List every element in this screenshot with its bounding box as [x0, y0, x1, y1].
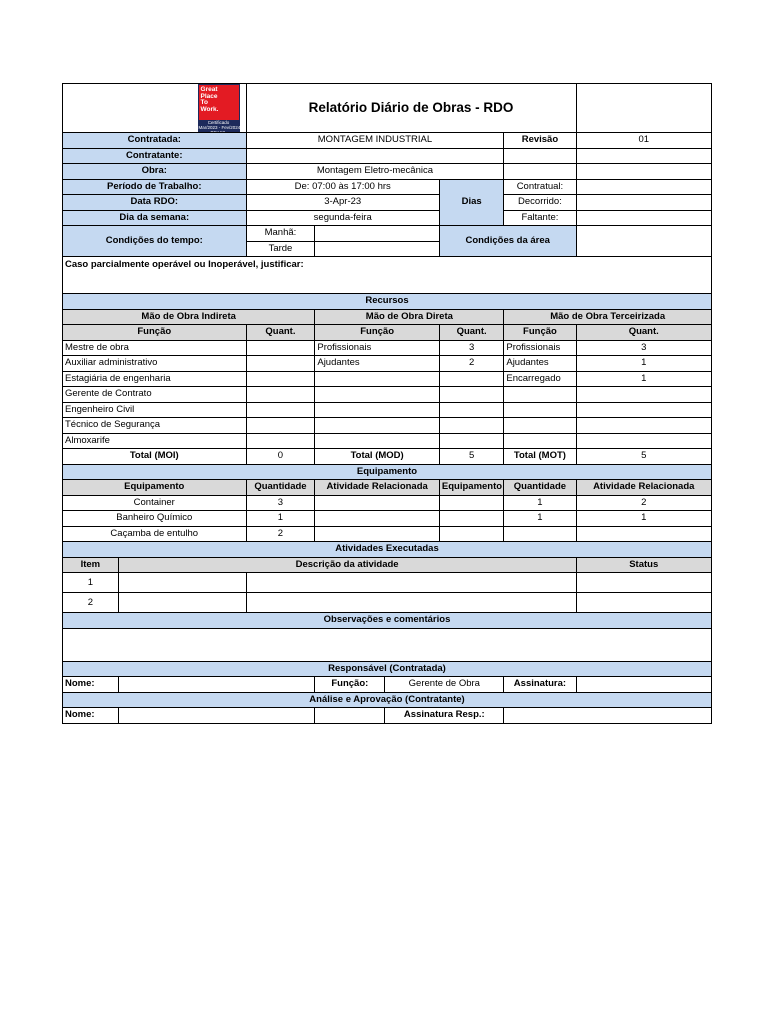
moi-quant-cell[interactable] — [246, 371, 315, 387]
empty-cell — [576, 148, 712, 164]
atividade-item-cell: 1 — [63, 573, 119, 593]
moi-funcao-cell[interactable]: Técnico de Segurança — [63, 418, 247, 434]
moi-quant-cell[interactable] — [246, 387, 315, 403]
recursos-row — [63, 418, 712, 434]
mot-quant-cell[interactable]: 1 — [576, 371, 712, 387]
equip-qty-header: Quantidade — [246, 480, 315, 496]
contratada-label: Contratada: — [63, 133, 247, 149]
mot-quant-cell[interactable] — [576, 433, 712, 449]
mot-quant-header: Quant. — [576, 325, 712, 341]
total-mot-value: 5 — [576, 449, 712, 465]
atividade-row — [63, 573, 712, 593]
revisao-value[interactable]: 01 — [576, 133, 712, 149]
justificar-label: Caso parcialmente operável ou Inoperável, justificar: — [65, 259, 304, 270]
mod-funcao-header: Função — [315, 325, 440, 341]
logo-cell — [63, 84, 247, 133]
equip-name-cell[interactable]: Banheiro Químico — [63, 511, 247, 527]
condicoes-area-label: Condições da área — [439, 226, 576, 257]
equip-name-cell-2[interactable] — [439, 495, 503, 511]
atividade-status-cell[interactable] — [576, 573, 712, 593]
contratante-label: Contratante: — [63, 148, 247, 164]
mod-quant-cell[interactable]: 3 — [439, 340, 503, 356]
equip-qty-cell[interactable]: 2 — [246, 526, 315, 542]
mod-title: Mão de Obra Direta — [315, 309, 504, 325]
equip-qty-cell[interactable]: 3 — [246, 495, 315, 511]
decorrido-label: Decorrido: — [504, 195, 576, 211]
moi-funcao-cell[interactable]: Almoxarife — [63, 433, 247, 449]
header-empty-cell — [576, 84, 712, 133]
obra-label: Obra: — [63, 164, 247, 180]
equip-activity-cell-2[interactable]: 1 — [576, 511, 712, 527]
moi-funcao-cell[interactable]: Auxiliar administrativo — [63, 356, 247, 372]
equip-activity-cell-2[interactable] — [576, 526, 712, 542]
moi-quant-cell[interactable] — [246, 340, 315, 356]
mod-funcao-cell[interactable] — [315, 418, 440, 434]
equipamento-title: Equipamento — [63, 464, 712, 480]
contratada-value[interactable]: MONTAGEM INDUSTRIAL — [246, 133, 504, 149]
equip-activity-cell[interactable] — [315, 495, 440, 511]
dias-label: Dias — [439, 179, 503, 226]
mot-funcao-cell[interactable]: Ajudantes — [504, 356, 576, 372]
mod-funcao-cell[interactable] — [315, 387, 440, 403]
dia-semana-label: Dia da semana: — [63, 210, 247, 226]
page-title: Relatório Diário de Obras - RDO — [246, 84, 576, 133]
moi-funcao-header: Função — [63, 325, 247, 341]
equip-activity-cell[interactable] — [315, 526, 440, 542]
mot-quant-cell[interactable] — [576, 418, 712, 434]
total-moi-value: 0 — [246, 449, 315, 465]
mot-quant-cell[interactable]: 3 — [576, 340, 712, 356]
equip-qty-cell-2[interactable] — [504, 526, 576, 542]
equip-name-cell-2[interactable] — [439, 526, 503, 542]
mod-funcao-cell[interactable] — [315, 433, 440, 449]
equipamento-row — [63, 511, 712, 527]
atividade-empty-cell — [118, 573, 246, 593]
equipamento-row — [63, 495, 712, 511]
moi-funcao-cell[interactable]: Engenheiro Civil — [63, 402, 247, 418]
aprov-assinatura-label: Assinatura Resp.: — [385, 708, 504, 724]
aprov-assinatura-field[interactable] — [504, 708, 712, 724]
atividade-status-cell[interactable] — [576, 593, 712, 613]
moi-funcao-cell[interactable]: Gerente de Contrato — [63, 387, 247, 403]
decorrido-value[interactable] — [576, 195, 712, 211]
resp-funcao-label: Função: — [315, 677, 385, 693]
responsavel-title: Responsável (Contratada) — [63, 661, 712, 677]
resp-nome-field[interactable] — [118, 677, 315, 693]
mod-quant-cell[interactable] — [439, 418, 503, 434]
moi-funcao-cell[interactable]: Estagiária de engenharia — [63, 371, 247, 387]
equip-header: Equipamento — [63, 480, 247, 496]
total-mot-label: Total (MOT) — [504, 449, 576, 465]
recursos-row — [63, 356, 712, 372]
moi-funcao-cell[interactable]: Mestre de obra — [63, 340, 247, 356]
mot-quant-cell[interactable]: 1 — [576, 356, 712, 372]
equip-qty-cell[interactable]: 1 — [246, 511, 315, 527]
empty-cell — [315, 708, 385, 724]
dia-semana-value[interactable]: segunda-feira — [246, 210, 439, 226]
moi-quant-cell[interactable] — [246, 402, 315, 418]
moi-title: Mão de Obra Indireta — [63, 309, 315, 325]
periodo-value[interactable]: De: 07:00 às 17:00 hrs — [246, 179, 439, 195]
mod-quant-cell[interactable]: 2 — [439, 356, 503, 372]
equipamento-row — [63, 526, 712, 542]
condicoes-area-value[interactable] — [576, 226, 712, 257]
tarde-value[interactable] — [315, 241, 440, 257]
aprov-nome-label: Nome: — [63, 708, 119, 724]
mot-funcao-cell[interactable] — [504, 402, 576, 418]
atividades-title: Atividades Executadas — [63, 542, 712, 558]
mod-quant-cell[interactable] — [439, 371, 503, 387]
manha-value[interactable] — [315, 226, 440, 242]
mod-quant-cell[interactable] — [439, 433, 503, 449]
aprovacao-title: Análise e Aprovação (Contratante) — [63, 692, 712, 708]
mot-funcao-cell[interactable]: Encarregado — [504, 371, 576, 387]
observacoes-title: Observações e comentários — [63, 613, 712, 629]
rdo-form — [62, 83, 712, 724]
descricao-header: Descrição da atividade — [118, 557, 576, 573]
atividade-empty-cell — [118, 593, 246, 613]
mot-funcao-cell[interactable] — [504, 433, 576, 449]
mot-quant-cell[interactable] — [576, 387, 712, 403]
contratual-value[interactable] — [576, 179, 712, 195]
mot-funcao-cell[interactable]: Profissionais — [504, 340, 576, 356]
equip-qty-header-2: Quantidade — [504, 480, 576, 496]
equip-activity-cell[interactable] — [315, 511, 440, 527]
mot-funcao-header: Função — [504, 325, 576, 341]
recursos-row — [63, 371, 712, 387]
total-mod-value: 5 — [439, 449, 503, 465]
recursos-row — [63, 433, 712, 449]
data-rdo-value[interactable]: 3-Apr-23 — [246, 195, 439, 211]
equip-activity-header: Atividade Relacionada — [315, 480, 440, 496]
mod-quant-cell[interactable] — [439, 402, 503, 418]
equip-activity-cell-2[interactable]: 2 — [576, 495, 712, 511]
equip-name-cell[interactable]: Caçamba de entulho — [63, 526, 247, 542]
resp-assinatura-field[interactable] — [576, 677, 712, 693]
moi-quant-cell[interactable] — [246, 433, 315, 449]
status-header: Status — [576, 557, 712, 573]
total-moi-label: Total (MOI) — [63, 449, 247, 465]
resp-assinatura-label: Assinatura: — [504, 677, 576, 693]
periodo-label: Período de Trabalho: — [63, 179, 247, 195]
aprov-nome-field[interactable] — [118, 708, 315, 724]
data-rdo-label: Data RDO: — [63, 195, 247, 211]
moi-quant-cell[interactable] — [246, 356, 315, 372]
moi-quant-cell[interactable] — [246, 418, 315, 434]
contratante-value[interactable] — [246, 148, 504, 164]
manha-label: Manhã: — [246, 226, 315, 242]
equip-header-2: Equipamento — [439, 480, 503, 496]
observacoes-field[interactable] — [63, 628, 712, 661]
obra-value[interactable]: Montagem Eletro-mecânica — [246, 164, 504, 180]
mot-title: Mão de Obra Terceirizada — [504, 309, 712, 325]
equip-activity-header-2: Atividade Relacionada — [576, 480, 712, 496]
revisao-label: Revisão — [504, 133, 576, 149]
total-mod-label: Total (MOD) — [315, 449, 440, 465]
atividade-descricao-cell[interactable] — [246, 573, 576, 593]
justificar-field[interactable] — [63, 257, 712, 294]
empty-cell — [576, 164, 712, 180]
item-header: Item — [63, 557, 119, 573]
mod-funcao-cell[interactable] — [315, 402, 440, 418]
mot-funcao-cell[interactable] — [504, 418, 576, 434]
atividade-row — [63, 593, 712, 613]
mot-quant-cell[interactable] — [576, 402, 712, 418]
mod-quant-cell[interactable] — [439, 387, 503, 403]
recursos-title: Recursos — [63, 294, 712, 310]
resp-funcao-field[interactable]: Gerente de Obra — [385, 677, 504, 693]
equip-name-cell[interactable]: Container — [63, 495, 247, 511]
atividade-descricao-cell[interactable] — [246, 593, 576, 613]
mod-funcao-cell[interactable] — [315, 371, 440, 387]
atividade-item-cell: 2 — [63, 593, 119, 613]
resp-nome-label: Nome: — [63, 677, 119, 693]
mod-funcao-cell[interactable]: Ajudantes — [315, 356, 440, 372]
mot-funcao-cell[interactable] — [504, 387, 576, 403]
faltante-label: Faltante: — [504, 210, 576, 226]
equip-name-cell-2[interactable] — [439, 511, 503, 527]
condicoes-tempo-label: Condições do tempo: — [63, 226, 247, 257]
recursos-row — [63, 340, 712, 356]
moi-quant-header: Quant. — [246, 325, 315, 341]
empty-cell — [504, 164, 576, 180]
contratual-label: Contratual: — [504, 179, 576, 195]
great-place-to-work-logo: Great Place To Work. Certificado Mar/2023 - Fev/2024 BRASIL — [198, 86, 241, 133]
faltante-value[interactable] — [576, 210, 712, 226]
tarde-label: Tarde — [246, 241, 315, 257]
recursos-row — [63, 387, 712, 403]
recursos-row — [63, 402, 712, 418]
mod-funcao-cell[interactable]: Profissionais — [315, 340, 440, 356]
empty-cell — [504, 148, 576, 164]
equip-qty-cell-2[interactable]: 1 — [504, 495, 576, 511]
equip-qty-cell-2[interactable]: 1 — [504, 511, 576, 527]
mod-quant-header: Quant. — [439, 325, 503, 341]
